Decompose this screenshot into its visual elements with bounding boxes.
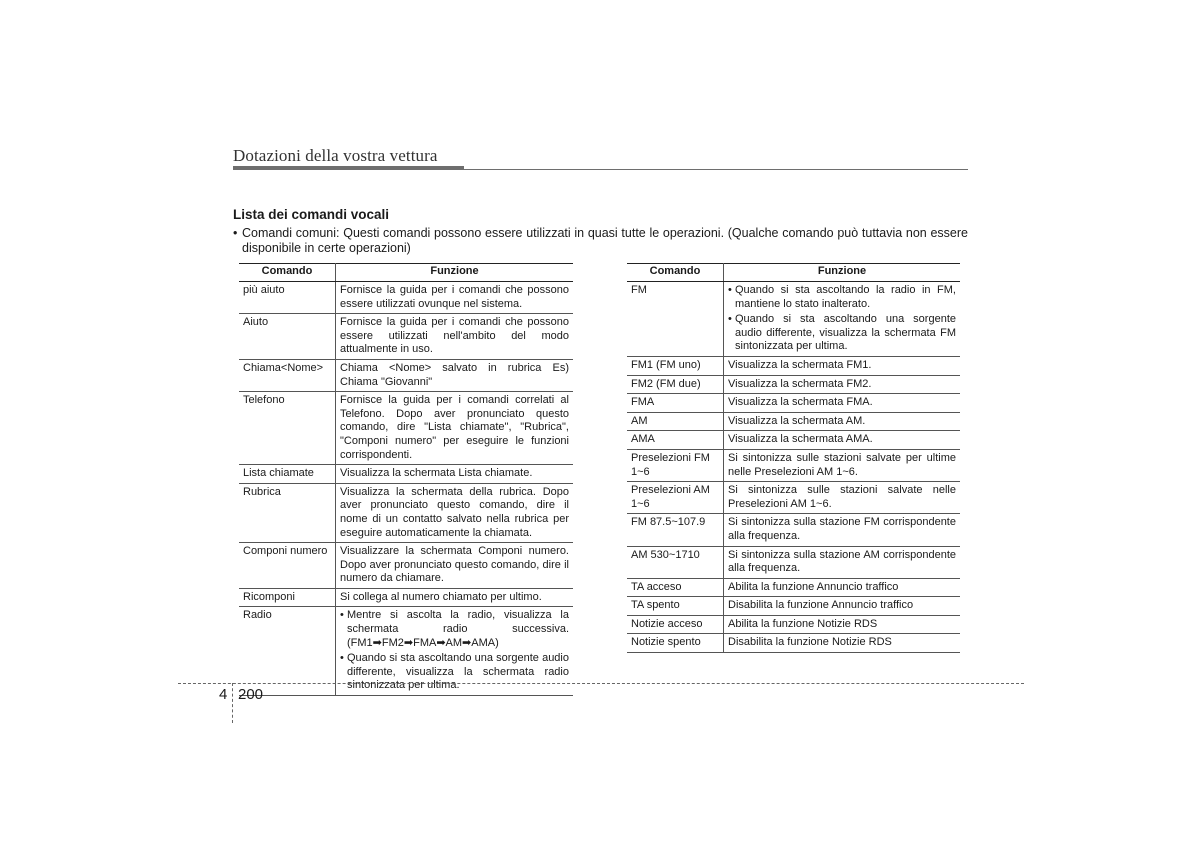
function-text: Fornisce la guida per i comandi che possono essere utilizzati nell'ambito del modo attualmente in uso. (340, 316, 569, 356)
function-text: Visualizza la schermata Lista chiamate. (340, 467, 533, 480)
function-text: Chiama <Nome> salvato in rubrica Es) Chiama "Giovanni" (340, 361, 569, 388)
page-number: 200 (238, 686, 264, 703)
command-cell: FMA (627, 394, 724, 413)
command-cell: Radio (239, 607, 336, 696)
bullet-mark: • (728, 313, 732, 326)
table-row (239, 483, 573, 542)
function-cell (724, 449, 961, 481)
header-rule-thin (464, 169, 968, 170)
function-text: Visualizza la schermata AMA. (728, 433, 873, 446)
function-text: Visualizza la schermata FMA. (728, 396, 873, 409)
function-text: Visualizzare la schermata Componi numero. Dopo aver pronunciato questo comando, dire il numero da chiamare. (340, 545, 569, 585)
table-row (627, 431, 960, 450)
intro-paragraph (233, 226, 968, 256)
command-cell: Ricomponi (239, 588, 336, 607)
command-cell: Componi numero (239, 543, 336, 589)
command-cell: FM1 (FM uno) (627, 356, 724, 375)
table-row (239, 392, 573, 465)
footer-dashed-rule (178, 683, 1024, 684)
function-bullet-item (728, 313, 956, 354)
table-row (627, 482, 960, 514)
function-bullet-item (728, 284, 956, 311)
function-text: Si sintonizza sulle stazioni salvate per ultime nelle Preselezioni AM 1~6. (728, 451, 956, 478)
bullet-text: Quando si sta ascoltando una sorgente audio differente, visualizza la schermata FM sintonizzata per ultima. (735, 313, 956, 353)
table-row (239, 588, 573, 607)
column-header-function: Funzione (336, 264, 574, 282)
table-row (627, 615, 960, 634)
table-row (627, 356, 960, 375)
commands-table-left (239, 263, 573, 696)
table-row (627, 578, 960, 597)
command-cell: Chiama<Nome> (239, 359, 336, 391)
intro-text: Comandi comuni: Questi comandi possono essere utilizzati in quasi tutte le operazioni. (Qualche comando può tuttavia non essere disponibile in certe operazioni) (242, 226, 968, 255)
function-text: Disabilita la funzione Annuncio traffico (728, 599, 914, 612)
function-cell (724, 615, 961, 634)
table-row (239, 359, 573, 391)
bullet-text: Mentre si ascolta la radio, visualizza la schermata radio successiva. (FM1➡FM2➡FMA➡AM➡AMA) (347, 609, 569, 649)
table-row (627, 546, 960, 578)
bullet-mark: • (728, 284, 732, 296)
command-cell: più aiuto (239, 282, 336, 314)
table-row (627, 412, 960, 431)
bullet-text: Quando si sta ascoltando una sorgente audio differente, visualizza la schermata radio sintonizzata per ultima. (347, 652, 569, 692)
table-row (627, 597, 960, 616)
table-row (627, 375, 960, 394)
table-body-left (239, 282, 573, 696)
function-cell (336, 543, 574, 589)
table-row (627, 514, 960, 546)
bullet-mark: • (340, 652, 344, 665)
function-cell (724, 546, 961, 578)
function-cell (336, 392, 574, 465)
command-cell: Aiuto (239, 314, 336, 360)
section-title: Lista dei comandi vocali (233, 207, 390, 222)
command-cell: TA acceso (627, 578, 724, 597)
function-cell (724, 282, 961, 357)
function-cell (336, 314, 574, 360)
bullet-mark: • (340, 609, 344, 622)
function-cell (724, 597, 961, 616)
bullet-text: Quando si sta ascoltando la radio in FM, mantiene lo stato inalterato. (735, 284, 956, 310)
command-cell: AM (627, 412, 724, 431)
function-cell (724, 482, 961, 514)
function-text: Abilita la funzione Annuncio traffico (728, 580, 899, 593)
function-text: Visualizza la schermata FM1. (728, 358, 872, 371)
function-cell (336, 359, 574, 391)
page-header-title: Dotazioni della vostra vettura (233, 146, 438, 165)
column-header-command: Comando (627, 264, 724, 282)
function-text: Fornisce la guida per i comandi che possono essere utilizzati ovunque nel sistema. (340, 284, 569, 310)
function-text: Si sintonizza sulle stazioni salvate nelle Preselezioni AM 1~6. (728, 484, 956, 510)
function-cell (336, 282, 574, 314)
function-bullet-item (340, 652, 569, 693)
command-cell: FM (627, 282, 724, 357)
function-text: Visualizza la schermata AM. (728, 414, 866, 427)
command-cell: Telefono (239, 392, 336, 465)
header-rule-thick (233, 166, 464, 170)
table-row (239, 543, 573, 589)
chapter-number: 4 (219, 686, 228, 703)
function-bullet-item (340, 609, 569, 650)
footer-vertical-rule (232, 683, 233, 723)
command-cell: Notizie spento (627, 634, 724, 653)
function-cell (336, 483, 574, 542)
function-text: Si collega al numero chiamato per ultimo. (340, 590, 542, 603)
column-header-command: Comando (239, 264, 336, 282)
command-cell: AM 530~1710 (627, 546, 724, 578)
function-text: Visualizza la schermata della rubrica. Dopo aver pronunciato questo comando, dire il nome di un contatto salvato nella rubrica per eseguire automaticamente la chiamata. (340, 485, 569, 539)
function-cell (724, 356, 961, 375)
function-text: Si sintonizza sulla stazione AM corrispondente alla frequenza. (728, 548, 956, 575)
table-row (239, 314, 573, 360)
function-text: Si sintonizza sulla stazione FM corrispondente alla frequenza. (728, 516, 956, 542)
table-row (627, 394, 960, 413)
function-cell (724, 514, 961, 546)
function-cell (336, 465, 574, 484)
command-cell: TA spento (627, 597, 724, 616)
command-cell: AMA (627, 431, 724, 450)
function-text: Fornisce la guida per i comandi correlati al Telefono. Dopo aver pronunciato questo comando, dire "Lista chiamate", "Rubrica", "Componi numero" per eseguire le funzioni corrispondenti. (340, 394, 569, 461)
intro-bullet: • (233, 226, 238, 240)
table-row (239, 282, 573, 314)
command-cell: FM 87.5~107.9 (627, 514, 724, 546)
function-cell (724, 634, 961, 653)
table-row (627, 634, 960, 653)
table-body-right (627, 282, 960, 653)
table-row (627, 282, 960, 357)
function-text: Abilita la funzione Notizie RDS (728, 617, 878, 630)
command-cell: Notizie acceso (627, 615, 724, 634)
function-cell (724, 375, 961, 394)
function-cell (724, 578, 961, 597)
function-text: Visualizza la schermata FM2. (728, 377, 872, 390)
column-header-function: Funzione (724, 264, 961, 282)
command-cell: FM2 (FM due) (627, 375, 724, 394)
table-row (627, 449, 960, 481)
function-text: Disabilita la funzione Notizie RDS (728, 636, 892, 649)
function-cell (336, 588, 574, 607)
function-cell (724, 412, 961, 431)
function-cell (724, 431, 961, 450)
command-cell: Preselezioni AM 1~6 (627, 482, 724, 514)
command-cell: Lista chiamate (239, 465, 336, 484)
table-row (239, 465, 573, 484)
command-cell: Preselezioni FM 1~6 (627, 449, 724, 481)
function-cell (724, 394, 961, 413)
command-cell: Rubrica (239, 483, 336, 542)
commands-table-right (627, 263, 960, 653)
